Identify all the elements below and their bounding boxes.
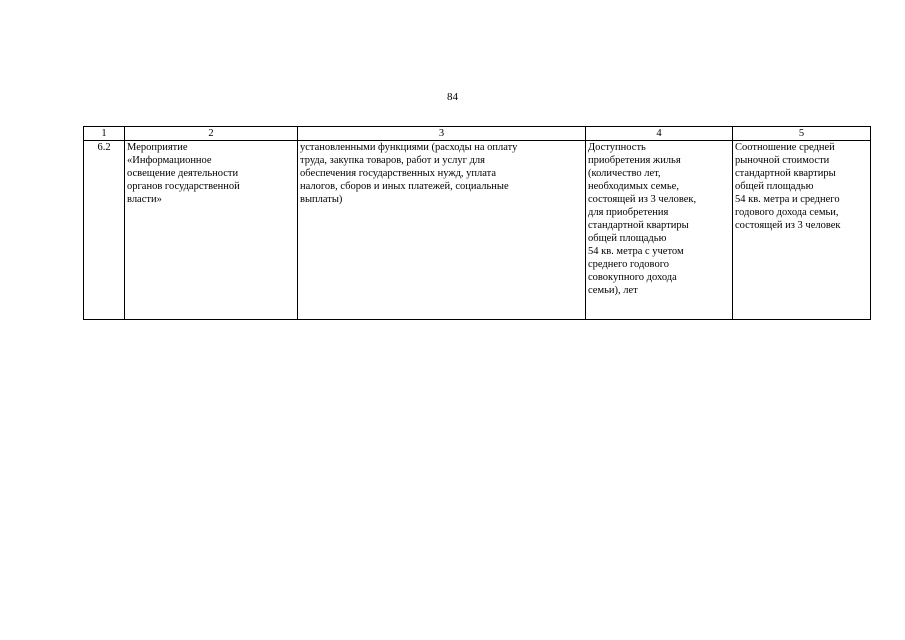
table-header-row — [84, 127, 871, 141]
text-line: труда, закупка товаров, работ и услуг для — [300, 155, 485, 166]
indicator-table — [83, 126, 871, 320]
ratio-text — [735, 141, 868, 232]
text-line: обеспечения государственных нужд, уплата — [300, 168, 497, 179]
text-line: семьи), лет — [588, 285, 638, 296]
page-number: 84 — [447, 91, 458, 103]
header-col-3: 3 — [298, 127, 586, 141]
indicator-text — [588, 141, 730, 297]
ratio-cell — [733, 141, 871, 320]
text-line: состоящей из 3 человек, — [588, 194, 697, 205]
event-name-cell — [125, 141, 298, 320]
text-line: рыночной стоимости — [735, 155, 830, 166]
text-line: для приобретения — [588, 207, 669, 218]
text-line: приобретения жилья — [588, 155, 681, 166]
text-line: состоящей из 3 человек — [735, 220, 841, 231]
text-line: (количество лет, — [588, 168, 661, 179]
event-name-text — [127, 141, 295, 206]
text-line: власти» — [127, 194, 162, 205]
text-line: стандартной квартиры — [588, 220, 689, 231]
functions-text — [300, 141, 583, 206]
text-line: Мероприятие — [127, 142, 188, 153]
table-row — [84, 141, 871, 320]
text-line: установленными функциями (расходы на оплату — [300, 142, 518, 153]
functions-cell — [298, 141, 586, 320]
row-number: 6.2 — [84, 141, 125, 320]
text-line: налогов, сборов и иных платежей, социальные — [300, 181, 509, 192]
text-line: «Информационное — [127, 155, 212, 166]
text-line: органов государственной — [127, 181, 240, 192]
text-line: стандартной квартиры — [735, 168, 836, 179]
header-col-4: 4 — [586, 127, 733, 141]
header-col-5: 5 — [733, 127, 871, 141]
header-col-1: 1 — [84, 127, 125, 141]
indicator-cell — [586, 141, 733, 320]
text-line: освещение деятельности — [127, 168, 239, 179]
header-col-2: 2 — [125, 127, 298, 141]
text-line: выплаты) — [300, 194, 343, 205]
text-line: годового дохода семьи, — [735, 207, 839, 218]
text-line: Доступность — [588, 142, 646, 153]
text-line: общей площадью — [588, 233, 667, 244]
text-line: Соотношение средней — [735, 142, 835, 153]
text-line: совокупного дохода — [588, 272, 677, 283]
text-line: среднего годового — [588, 259, 669, 270]
text-line: общей площадью — [735, 181, 814, 192]
text-line: 54 кв. метра и среднего — [735, 194, 840, 205]
text-line: 54 кв. метра с учетом — [588, 246, 684, 257]
text-line: необходимых семье, — [588, 181, 679, 192]
